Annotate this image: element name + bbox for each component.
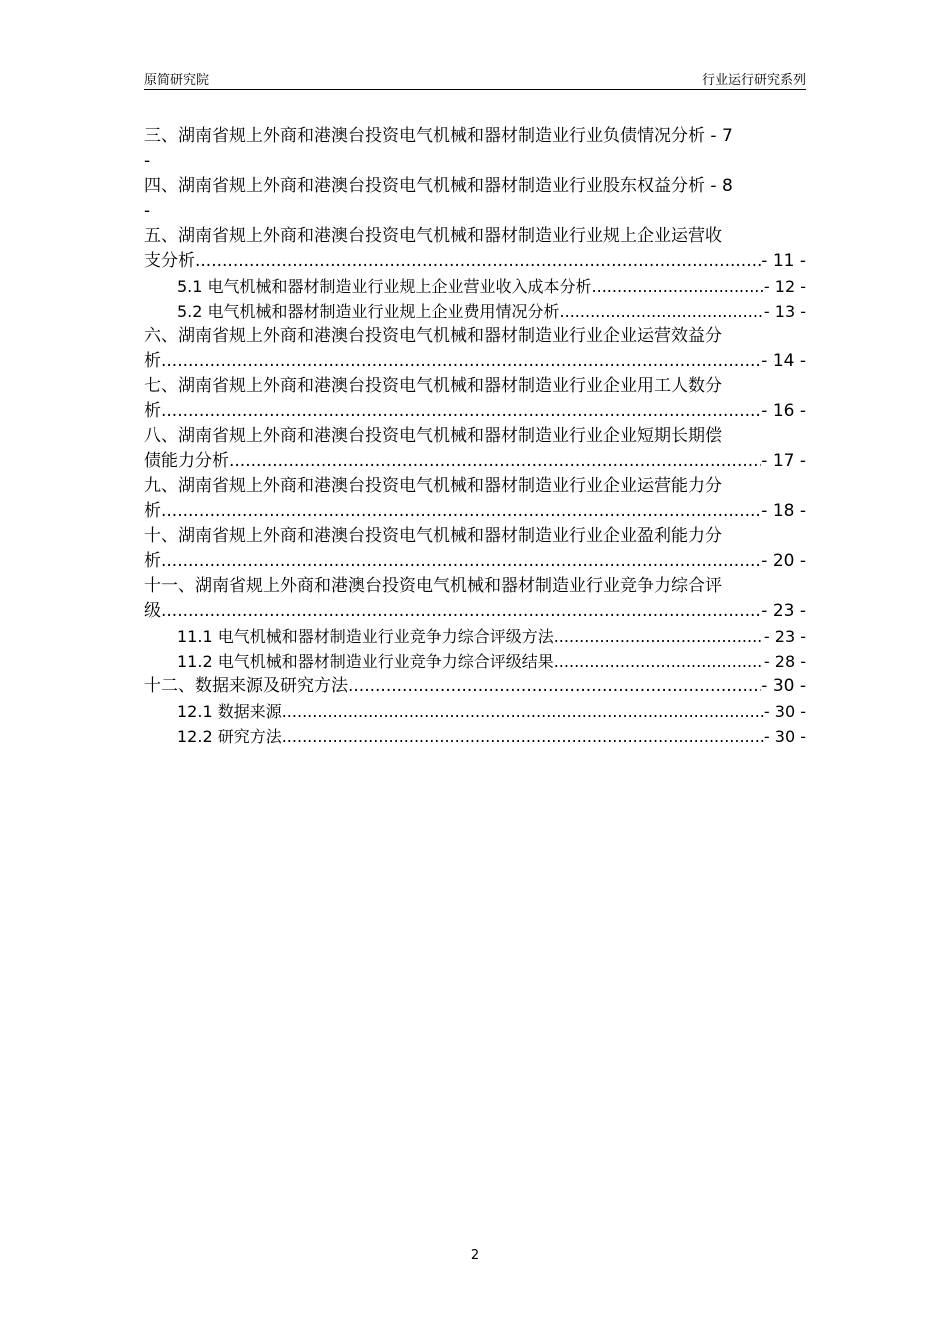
- toc-page-number: - 23 -: [763, 627, 806, 646]
- toc-page-number: - 30 -: [763, 702, 806, 721]
- dot-leader: [554, 624, 764, 649]
- toc-entry-title: 五、湖南省规上外商和港澳台投资电气机械和器材制造业行业规上企业运营收: [144, 226, 722, 246]
- dot-leader: [161, 499, 761, 524]
- header-series: 行业运行研究系列: [701, 73, 806, 88]
- toc-entry-page-tail: -: [144, 201, 151, 221]
- toc-entry-title: 十一、湖南省规上外商和港澳台投资电气机械和器材制造业行业竞争力综合评: [144, 576, 722, 596]
- toc-entry-title: 八、湖南省规上外商和港澳台投资电气机械和器材制造业行业企业短期长期偿: [144, 426, 722, 446]
- toc-entry-12-1[interactable]: [144, 699, 806, 724]
- dot-leader: [282, 699, 764, 724]
- page-header: [144, 67, 806, 90]
- page-number: 2: [470, 1248, 480, 1263]
- toc-page-number: - 28 -: [763, 652, 806, 671]
- toc-page-number: - 30 -: [761, 676, 806, 696]
- dot-leader: [560, 299, 764, 324]
- toc-entry-8[interactable]: [144, 424, 806, 474]
- dot-leader: [592, 274, 764, 299]
- toc-entry-title: 七、湖南省规上外商和港澳台投资电气机械和器材制造业行业企业用工人数分: [144, 376, 722, 396]
- toc-entry-title-cont: 债能力分析: [144, 451, 229, 471]
- dot-leader: [282, 724, 764, 749]
- toc-page-number: - 14 -: [761, 351, 806, 371]
- toc-entry-title: 三、湖南省规上外商和港澳台投资电气机械和器材制造业行业负债情况分析 - 7: [144, 126, 733, 146]
- toc-entry-5-2[interactable]: [144, 299, 806, 324]
- toc-entry-title-cont: 析: [144, 401, 161, 421]
- toc-page-number: - 17 -: [761, 451, 806, 471]
- toc-entry-title-cont: 支分析: [144, 251, 195, 271]
- toc-entry-title: 5.1 电气机械和器材制造业行业规上企业营业收入成本分析: [177, 277, 592, 296]
- toc-entry-4[interactable]: [144, 174, 806, 224]
- toc-entry-6[interactable]: [144, 324, 806, 374]
- toc-entry-title: 5.2 电气机械和器材制造业行业规上企业费用情况分析: [177, 302, 560, 321]
- toc-page-number: - 23 -: [761, 601, 806, 621]
- toc-entry-page-tail: -: [144, 151, 151, 171]
- dot-leader: [348, 674, 761, 699]
- toc-entry-5[interactable]: [144, 224, 806, 274]
- toc-page-number: - 12 -: [763, 277, 806, 296]
- dot-leader: [161, 399, 761, 424]
- toc-entry-11[interactable]: [144, 574, 806, 624]
- toc-page-number: - 30 -: [763, 727, 806, 746]
- toc-entry-title: 11.1 电气机械和器材制造业行业竞争力综合评级方法: [177, 627, 554, 646]
- toc-entry-title-cont: 级: [144, 601, 161, 621]
- dot-leader: [195, 249, 761, 274]
- toc-entry-title: 六、湖南省规上外商和港澳台投资电气机械和器材制造业行业企业运营效益分: [144, 326, 722, 346]
- toc-entry-7[interactable]: [144, 374, 806, 424]
- toc-entry-title: 11.2 电气机械和器材制造业行业竞争力综合评级结果: [177, 652, 554, 671]
- toc-entry-title: 十二、数据来源及研究方法: [144, 676, 348, 696]
- toc-entry-title: 十、湖南省规上外商和港澳台投资电气机械和器材制造业行业企业盈利能力分: [144, 526, 722, 546]
- toc-entry-10[interactable]: [144, 524, 806, 574]
- toc-entry-3[interactable]: [144, 124, 806, 174]
- toc-entry-title: 12.2 研究方法: [177, 727, 282, 746]
- toc-page-number: - 16 -: [761, 401, 806, 421]
- toc-entry-title: 九、湖南省规上外商和港澳台投资电气机械和器材制造业行业企业运营能力分: [144, 476, 722, 496]
- toc-entry-title-cont: 析: [144, 351, 161, 371]
- toc-entry-11-2[interactable]: [144, 649, 806, 674]
- toc-entry-11-1[interactable]: [144, 624, 806, 649]
- dot-leader: [229, 449, 761, 474]
- toc-page-number: - 18 -: [761, 501, 806, 521]
- header-org: 原简研究院: [144, 73, 210, 88]
- dot-leader: [161, 599, 761, 624]
- toc-entry-12-2[interactable]: [144, 724, 806, 749]
- toc-entry-title: 四、湖南省规上外商和港澳台投资电气机械和器材制造业行业股东权益分析 - 8: [144, 176, 733, 196]
- dot-leader: [161, 549, 761, 574]
- dot-leader: [554, 649, 764, 674]
- toc-entry-5-1[interactable]: [144, 274, 806, 299]
- table-of-contents: [144, 124, 806, 749]
- toc-page-number: - 20 -: [761, 551, 806, 571]
- toc-entry-12[interactable]: [144, 674, 806, 699]
- toc-entry-title: 12.1 数据来源: [177, 702, 282, 721]
- toc-entry-9[interactable]: [144, 474, 806, 524]
- toc-page-number: - 13 -: [763, 302, 806, 321]
- toc-entry-title-cont: 析: [144, 551, 161, 571]
- toc-page-number: - 11 -: [761, 251, 806, 271]
- toc-entry-title-cont: 析: [144, 501, 161, 521]
- dot-leader: [161, 349, 761, 374]
